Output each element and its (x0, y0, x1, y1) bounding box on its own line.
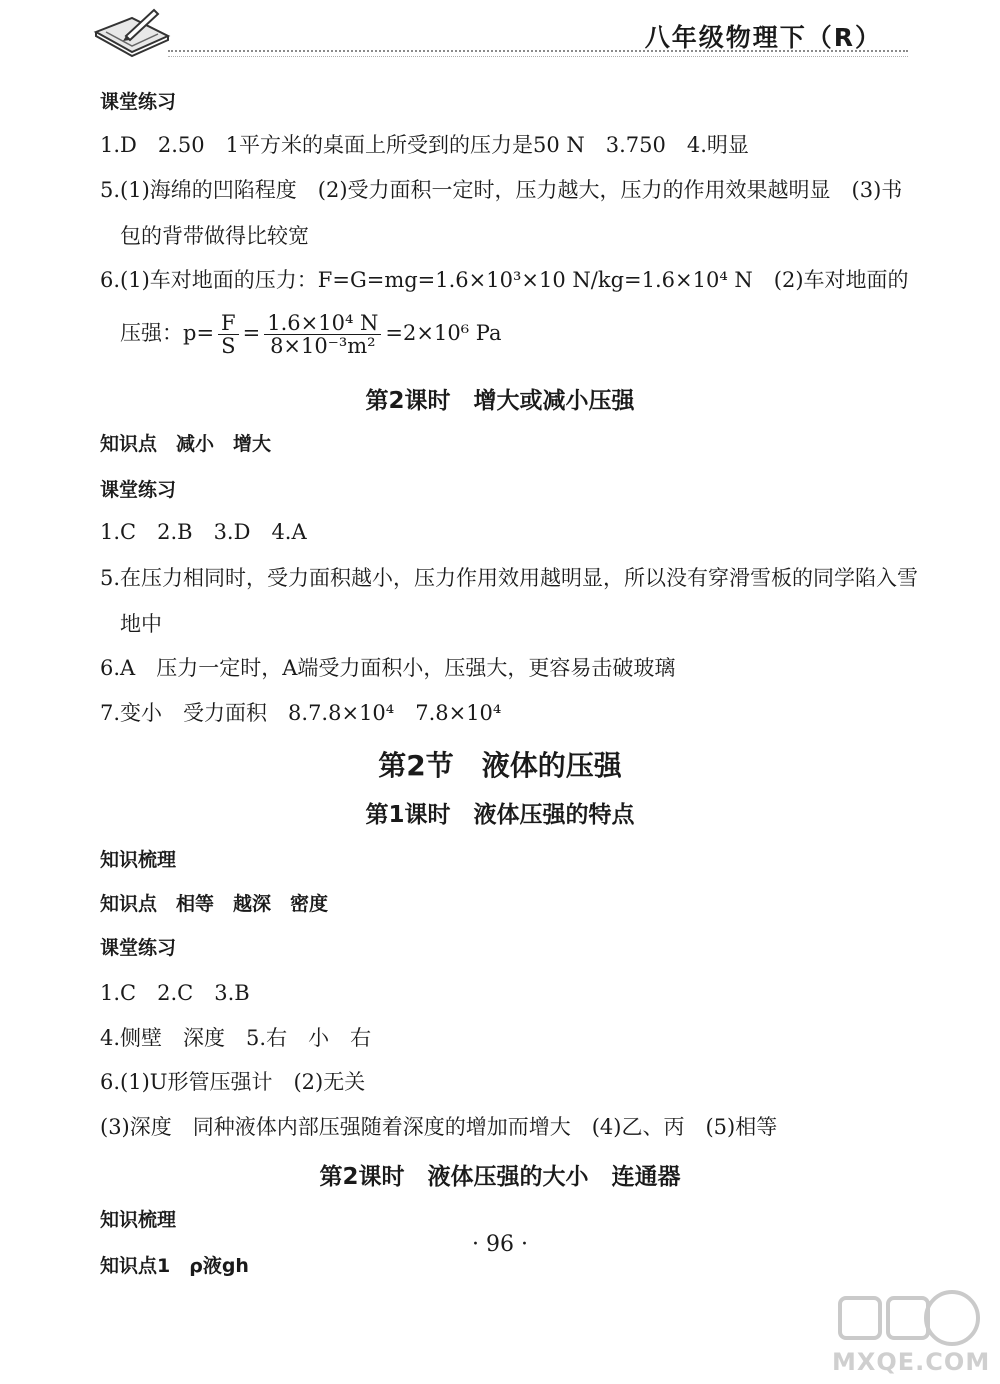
knowledge-point: 知识点 相等 越深 密度 (100, 893, 329, 915)
answer-line: 5.(1)海绵的凹陷程度 (2)受力面积一定时，压力越大，压力的作用效果越明显 (3)书 (100, 178, 903, 202)
knowledge-point: 知识点1 ρ液gh (100, 1255, 249, 1277)
section-label-practice: 课堂练习 (100, 937, 177, 959)
watermark (832, 1288, 991, 1378)
lesson-heading: 第2课时 增大或减小压强 (365, 388, 635, 414)
answer-line: 6.(1)U形管压强计 (2)无关 (100, 1070, 366, 1094)
section-label-knowledge: 知识梳理 (100, 849, 177, 871)
lesson-heading: 第2课时 液体压强的大小 连通器 (319, 1164, 681, 1190)
watermark-text: MXQE.COM (832, 1348, 991, 1376)
answer-line: 6.(1)车对地面的压力：F=G=mg=1.6×10³×10 N/kg=1.6×10⁴ N (2)车对地面的 (100, 268, 909, 292)
fraction-numerator: F (218, 312, 239, 335)
section-heading: 第2节 液体的压强 (378, 749, 622, 782)
knowledge-point: 知识点 减小 增大 (100, 433, 272, 455)
pressure-formula (120, 312, 502, 357)
answer-line: 1.C 2.C 3.B (100, 981, 250, 1005)
fraction-values (264, 312, 381, 357)
section-label-practice: 课堂练习 (100, 479, 177, 501)
fraction-f-over-s (218, 312, 239, 357)
answer-logo-icon (832, 1288, 982, 1348)
section-label-knowledge: 知识梳理 (100, 1209, 177, 1231)
formula-result: =2×10⁶ Pa (385, 321, 502, 345)
answer-line-continued: 地中 (120, 612, 162, 636)
header-divider-secondary (168, 56, 908, 57)
lesson-heading: 第1课时 液体压强的特点 (365, 802, 635, 828)
header-divider (168, 50, 908, 52)
pen-and-book-icon (92, 2, 172, 58)
answer-line: 4.侧壁 深度 5.右 小 右 (100, 1026, 372, 1050)
formula-equals: = (242, 321, 261, 345)
fraction-numerator: 1.6×10⁴ N (264, 312, 381, 335)
answer-line: 5.在压力相同时，受力面积越小，压力作用效用越明显，所以没有穿滑雪板的同学陷入雪 (100, 566, 919, 590)
answer-line: 6.A 压力一定时，A端受力面积小，压强大，更容易击破玻璃 (100, 656, 676, 680)
fraction-denominator: 8×10⁻³m² (270, 334, 376, 358)
fraction-denominator: S (221, 334, 236, 358)
answer-line: 1.C 2.B 3.D 4.A (100, 520, 307, 544)
page-number: · 96 · (472, 1232, 528, 1257)
answer-line-continued: 包的背带做得比较宽 (120, 224, 309, 248)
formula-prefix: 压强：p= (120, 321, 215, 345)
section-label-practice: 课堂练习 (100, 91, 177, 113)
answer-line: (3)深度 同种液体内部压强随着深度的增加而增大 (4)乙、丙 (5)相等 (100, 1115, 778, 1139)
answer-line: 7.变小 受力面积 8.7.8×10⁴ 7.8×10⁴ (100, 701, 502, 725)
answer-line: 1.D 2.50 1平方米的桌面上所受到的压力是50 N 3.750 4.明显 (100, 133, 749, 157)
header-title: 八年级物理下（R） (644, 23, 882, 52)
